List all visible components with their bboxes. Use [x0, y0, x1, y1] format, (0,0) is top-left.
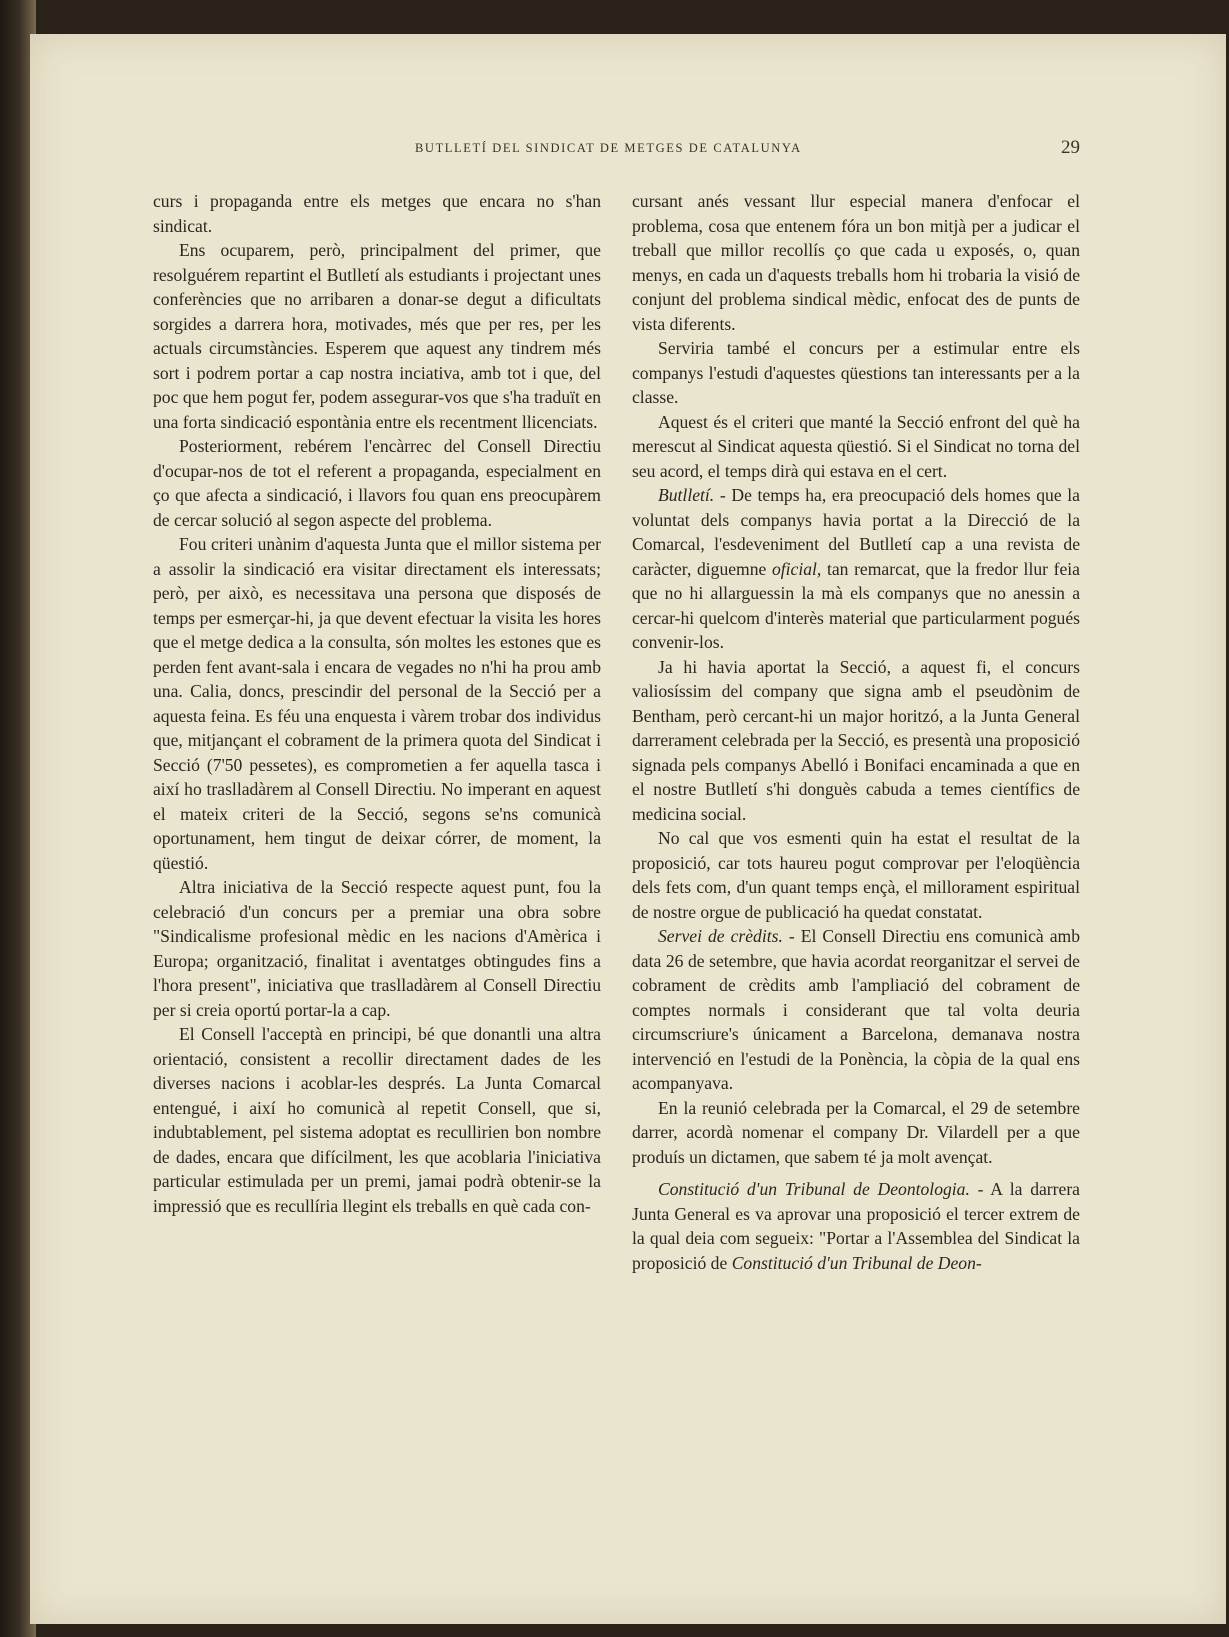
paragraph: En la reunió celebrada per la Comarcal, el 29 de setembre darrer, acordà nomenar el company Dr. Vilardell per a que produís un dictamen, que sabem té ja molt avençat.	[632, 1097, 1080, 1167]
paragraph: Ens ocuparem, però, principalment del primer, que resolguérem repartint el Butlletí als estudiants i projectant unes conferències que no arribaren a donar-se degut a dificultats sorgides a darrera hora, motivades, més que per res, per les actuals circumstàncies. Esperem que aquest any tindrem més sort i podrem portar a cap nostra inciativa, amb tot i que, del poc que hem pogut fer, podem assegurar-vos que s'ha traduït en una forta sindicació espontània entre els recentment llicenciats.	[153, 240, 601, 432]
paragraph-tribunal	[632, 1177, 1080, 1275]
left-column	[153, 189, 601, 1218]
paragraph: Serviria també el concurs per a estimular entre els companys l'estudi d'aquestes qüestions tan interessants per a la classe.	[632, 338, 1080, 407]
page-number: 29	[1061, 137, 1080, 158]
paragraph-text: - El Consell Directiu ens comunicà amb data 26 de setembre, que havia acordat reorganitzar el servei de cobrament de crèdits amb l'ampliació del cobrament de comptes normals i considerant que tal volta deuria circumscriure's únicament a Barcelona, demanava nostra intervenció en l'estudi de la Ponència, la còpia de la qual ens acompanyava.	[632, 926, 1080, 1093]
running-title: BUTLLETÍ DEL SINDICAT DE METGES DE CATALUNYA	[415, 141, 802, 155]
paragraph: No cal que vos esmenti quin ha estat el resultat de la proposició, car tots haureu pogut comprovar per l'eloqüència dels fets com, d'un quant temps ençà, el millorament espiritual de nostre orgue de publicació ha quedat constatat.	[632, 828, 1080, 922]
paragraph: Posteriorment, rebérem l'encàrrec del Consell Directiu d'ocupar-nos de tot el referent a propaganda, especialment en ço que afecta a sindicació, i llavors fou quan ens preocupàrem de cercar solució al segon aspecte del problema.	[153, 436, 601, 530]
paragraph-text: tan remarcat, que la fredor llur feia que no hi allarguessin la mà els companys que no anessin a cercar-hi quelcom d'interès material que particularment pogués convenir-los.	[632, 558, 1080, 652]
paragraph: Ja hi havia aportat la Secció, a aquest fi, el concurs valiosíssim del company que signa amb el pseudònim de Bentham, però cercant-hi un major horitzó, a la Junta General darrerament celebrada per la Secció, es presentà una proposició signada pels companys Abelló i Bonifaci encaminada a que en el nostre Butlletí s'hi donguès cabuda a temes científics de medicina social.	[632, 656, 1080, 824]
paragraph: Aquest és el criteri que manté la Secció enfront del què ha merescut al Sindicat aquesta qüestió. Si el Sindicat no torna del seu acord, el temps dirà qui estava en el cert.	[632, 411, 1080, 481]
paragraph: curs i propaganda entre els metges que encara no s'han sindicat.	[153, 191, 601, 236]
paragraph: El Consell l'acceptà en principi, bé que donantli una altra orientació, consistent a recollir directament dades de les diverses nacions i acoblar-les després. La Junta Comarcal entengué, i així ho comunicà al repetit Consell, que si, indubtablement, pel sistema adoptat es recullirien bon nombre de dades, encara que difícilment, les que acoblaria l'iniciativa particular estimulada per un premi, jamai podrà obtenir-se la impressió que es recullíria llegint els treballs en què cada con-	[153, 1024, 601, 1216]
right-column	[632, 189, 1080, 1275]
emphasis: oficial,	[771, 558, 822, 579]
section-heading: Constitució d'un Tribunal de Deontologia.	[658, 1179, 970, 1199]
paragraph: Fou criteri unànim d'aquesta Junta que el millor sistema per a assolir la sindicació era visitar directament els interessats; però, per això, es necessitava una persona que disposés de temps per esmerçar-hi, ja que devent efectuar la visita les hores que el metge dedica a la consulta, són moltes les estones que es perden fent avant-sala i encara de vegades no n'hi ha prou amb una. Calia, doncs, prescindir del personal de la Secció per a aquesta feina. Es féu una enquesta i vàrem trobar dos individus que, mitjançant el cobrament de la primera quota del Sindicat i Secció (7'50 pessetes), es comprometien a fer aquella tasca i així ho traslladàrem al Consell Directiu. No imperant en aquest el mateix criteri de la Secció, segons se'ns comunicà oportunament, hem tingut de deixar córrer, de moment, la qüestió.	[153, 534, 601, 873]
paragraph: Altra iniciativa de la Secció respecte aquest punt, fou la celebració d'un concurs per a premiar una obra sobre "Sindicalisme profesional mèdic en les nacions d'Amèrica i Europa; organització, finalitat i aventatges obtingudes fins a l'hora present", iniciativa que traslladàrem al Consell Directiu per si creia oportú portar-la a cap.	[153, 877, 601, 1020]
paragraph-text: - A la darrera Junta General es va aprovar una proposició el tercer extrem de la qual deia com segueix: "Portar a l'Assemblea del Sindicat la proposició de	[632, 1179, 1080, 1273]
paragraph-butlleti	[632, 483, 1080, 655]
section-heading: Butlletí.	[658, 485, 715, 505]
paragraph-text: - De temps ha, era preocupació dels homes que la voluntat dels companys havia portat a la Direcció de la Comarcal, l'esdeveniment del Butlletí cap a una revista de caràcter, diguemne	[632, 485, 1080, 579]
paragraph-servei-credits	[632, 924, 1080, 1096]
page-header	[150, 137, 1080, 161]
emphasis: Constitució d'un Tribunal de Deon-	[731, 1252, 982, 1273]
paragraph: cursant anés vessant llur especial manera d'enfocar el problema, cosa que entenem fóra un bon mitjà per a judicar el treball que millor recollís ço que cada u exposés, o, quan menys, en cada un d'aquests treballs hom hi trobaria la visió de conjunt del problema sindical mèdic, enfocat des de punts de vista diferents.	[632, 191, 1080, 334]
section-heading: Servei de crèdits.	[658, 926, 783, 946]
